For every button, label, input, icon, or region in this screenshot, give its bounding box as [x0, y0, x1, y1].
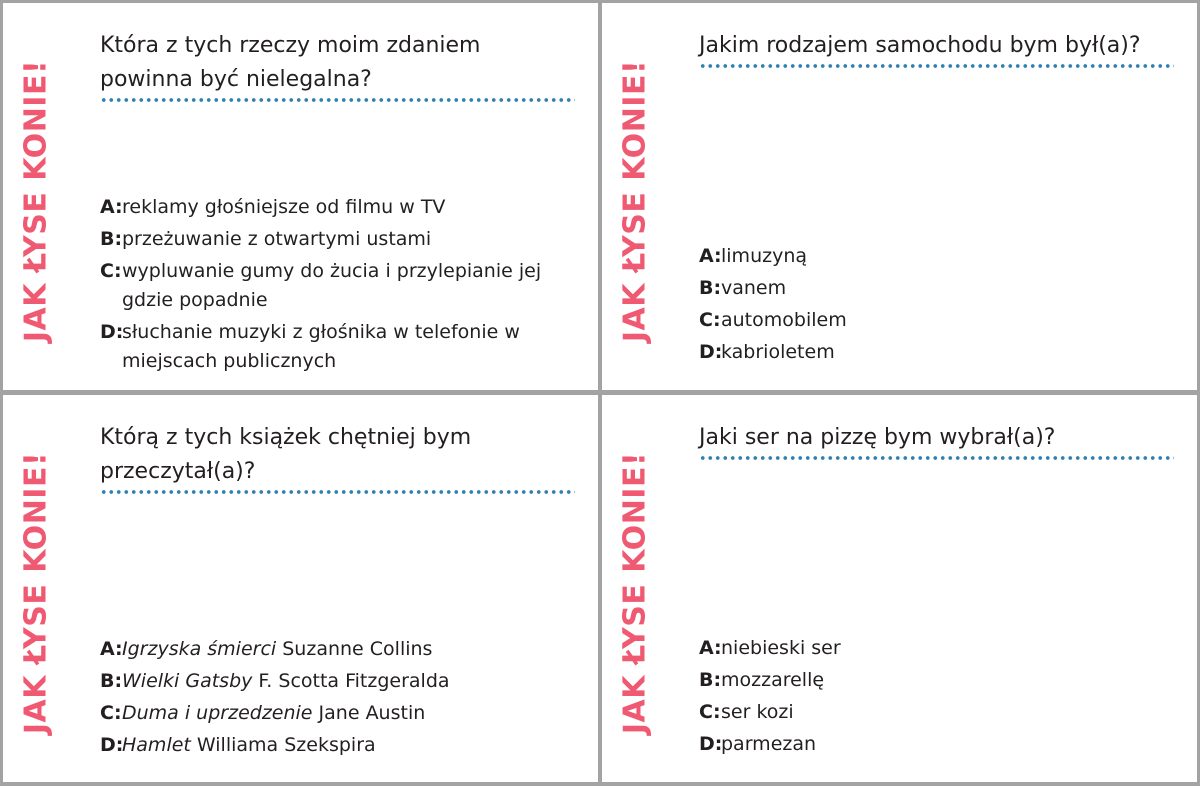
- answer-letter: D:: [699, 733, 723, 755]
- answer-item: [699, 730, 1169, 759]
- answer-letter: C:: [699, 309, 721, 331]
- question-text: Jakim rodzajem samochodu bym był(a)?: [699, 33, 1141, 58]
- answer-letter: B:: [699, 669, 722, 691]
- book-title: Igrzyska śmierci: [122, 638, 277, 660]
- answer-letter: D:: [100, 734, 124, 756]
- answer-letter: B:: [100, 228, 123, 250]
- answer-text: słuchanie muzyki z głośnika w telefonie w miejscach publicznych: [122, 321, 520, 372]
- answer-letter: C:: [699, 701, 721, 723]
- answer-letter: A:: [100, 638, 123, 660]
- answer-list: [100, 193, 570, 379]
- answer-item: [100, 731, 570, 760]
- answer-item: [699, 634, 1169, 663]
- book-title: Wielki Gatsby: [122, 670, 253, 692]
- question-card: JAK ŁYSE KONIE! Jakim rodzajem samochodu bym był(a)? A: limuzyną B: vanem C: automobilem D: kabrioletem: [602, 3, 1197, 390]
- answer-text: [122, 731, 570, 760]
- answer-item: [100, 193, 570, 222]
- answer-item: [699, 242, 1169, 271]
- book-author: Suzanne Collins: [282, 638, 433, 660]
- answer-letter: B:: [699, 277, 722, 299]
- book-author: F. Scotta Fitzgeralda: [258, 670, 450, 692]
- answer-text: reklamy głośniejsze od filmu w TV: [122, 196, 446, 218]
- dotted-divider: [100, 490, 575, 494]
- answer-text: niebieski ser: [721, 637, 841, 659]
- dotted-divider: [100, 98, 575, 102]
- answer-letter: C:: [100, 702, 122, 724]
- answer-item: [699, 338, 1169, 367]
- answer-text: vanem: [721, 277, 787, 299]
- answer-text: mozzarellę: [721, 669, 825, 691]
- question-card: JAK ŁYSE KONIE! Jaki ser na pizzę bym wybrał(a)? A: niebieski ser B: mozzarellę C: ser kozi D: parmezan: [602, 395, 1197, 782]
- answer-text: [122, 699, 570, 728]
- answer-text: wypluwanie gumy do żucia i przylepianie jej gdzie popadnie: [122, 260, 542, 311]
- answer-text: automobilem: [721, 309, 847, 331]
- answer-item: [699, 306, 1169, 335]
- answer-text: limuzyną: [721, 245, 808, 267]
- answer-letter: A:: [699, 637, 722, 659]
- question-text: Którą z tych książek chętniej bym przeczytał(a)?: [100, 425, 472, 484]
- answer-item: [100, 257, 570, 315]
- answer-item: [100, 699, 570, 728]
- answer-list: [100, 635, 570, 763]
- answer-item: [100, 667, 570, 696]
- answer-letter: D:: [699, 341, 723, 363]
- question-card: JAK ŁYSE KONIE! Która z tych rzeczy moim zdaniem powinna być nielegalna? A: reklamy głośniejsze od filmu w TV B: przeżuwanie z otwartymi ustami C: wypluwanie gumy do żucia i przylepianie jej gdzie popadnie D: słuchanie muzyki z głośnika w telefonie w miejscach publicznych: [3, 3, 598, 390]
- answer-item: [699, 698, 1169, 727]
- book-author: Jane Austin: [318, 702, 426, 724]
- answer-text: ser kozi: [721, 701, 794, 723]
- answer-item: [699, 666, 1169, 695]
- answer-item: [699, 274, 1169, 303]
- answer-list: [699, 634, 1169, 762]
- answer-item: [100, 225, 570, 254]
- answer-item: [100, 635, 570, 664]
- answer-letter: A:: [699, 245, 722, 267]
- answer-letter: B:: [100, 670, 123, 692]
- answer-text: [122, 635, 570, 664]
- answer-text: [122, 667, 570, 696]
- question-card: JAK ŁYSE KONIE! Którą z tych książek chętniej bym przeczytał(a)? A: Igrzyska śmierci Suzanne Collins B: Wielki Gatsby F. Scotta Fitzgeralda C: Duma i uprzedzenie Jane Austin D: Hamlet Williama Szekspira: [3, 395, 598, 782]
- answer-item: [100, 318, 570, 376]
- answer-text: kabrioletem: [721, 341, 835, 363]
- answer-letter: D:: [100, 321, 124, 343]
- answer-text: przeżuwanie z otwartymi ustami: [122, 228, 432, 250]
- answer-letter: C:: [100, 260, 122, 282]
- book-title: Hamlet: [122, 734, 191, 756]
- book-author: Williama Szekspira: [196, 734, 376, 756]
- answer-letter: A:: [100, 196, 123, 218]
- dotted-divider: [699, 456, 1174, 460]
- answer-list: [699, 242, 1169, 370]
- question-text: Która z tych rzeczy moim zdaniem powinna być nielegalna?: [100, 33, 481, 92]
- book-title: Duma i uprzedzenie: [122, 702, 313, 724]
- dotted-divider: [699, 64, 1174, 68]
- question-text: Jaki ser na pizzę bym wybrał(a)?: [699, 425, 1056, 450]
- answer-text: parmezan: [721, 733, 817, 755]
